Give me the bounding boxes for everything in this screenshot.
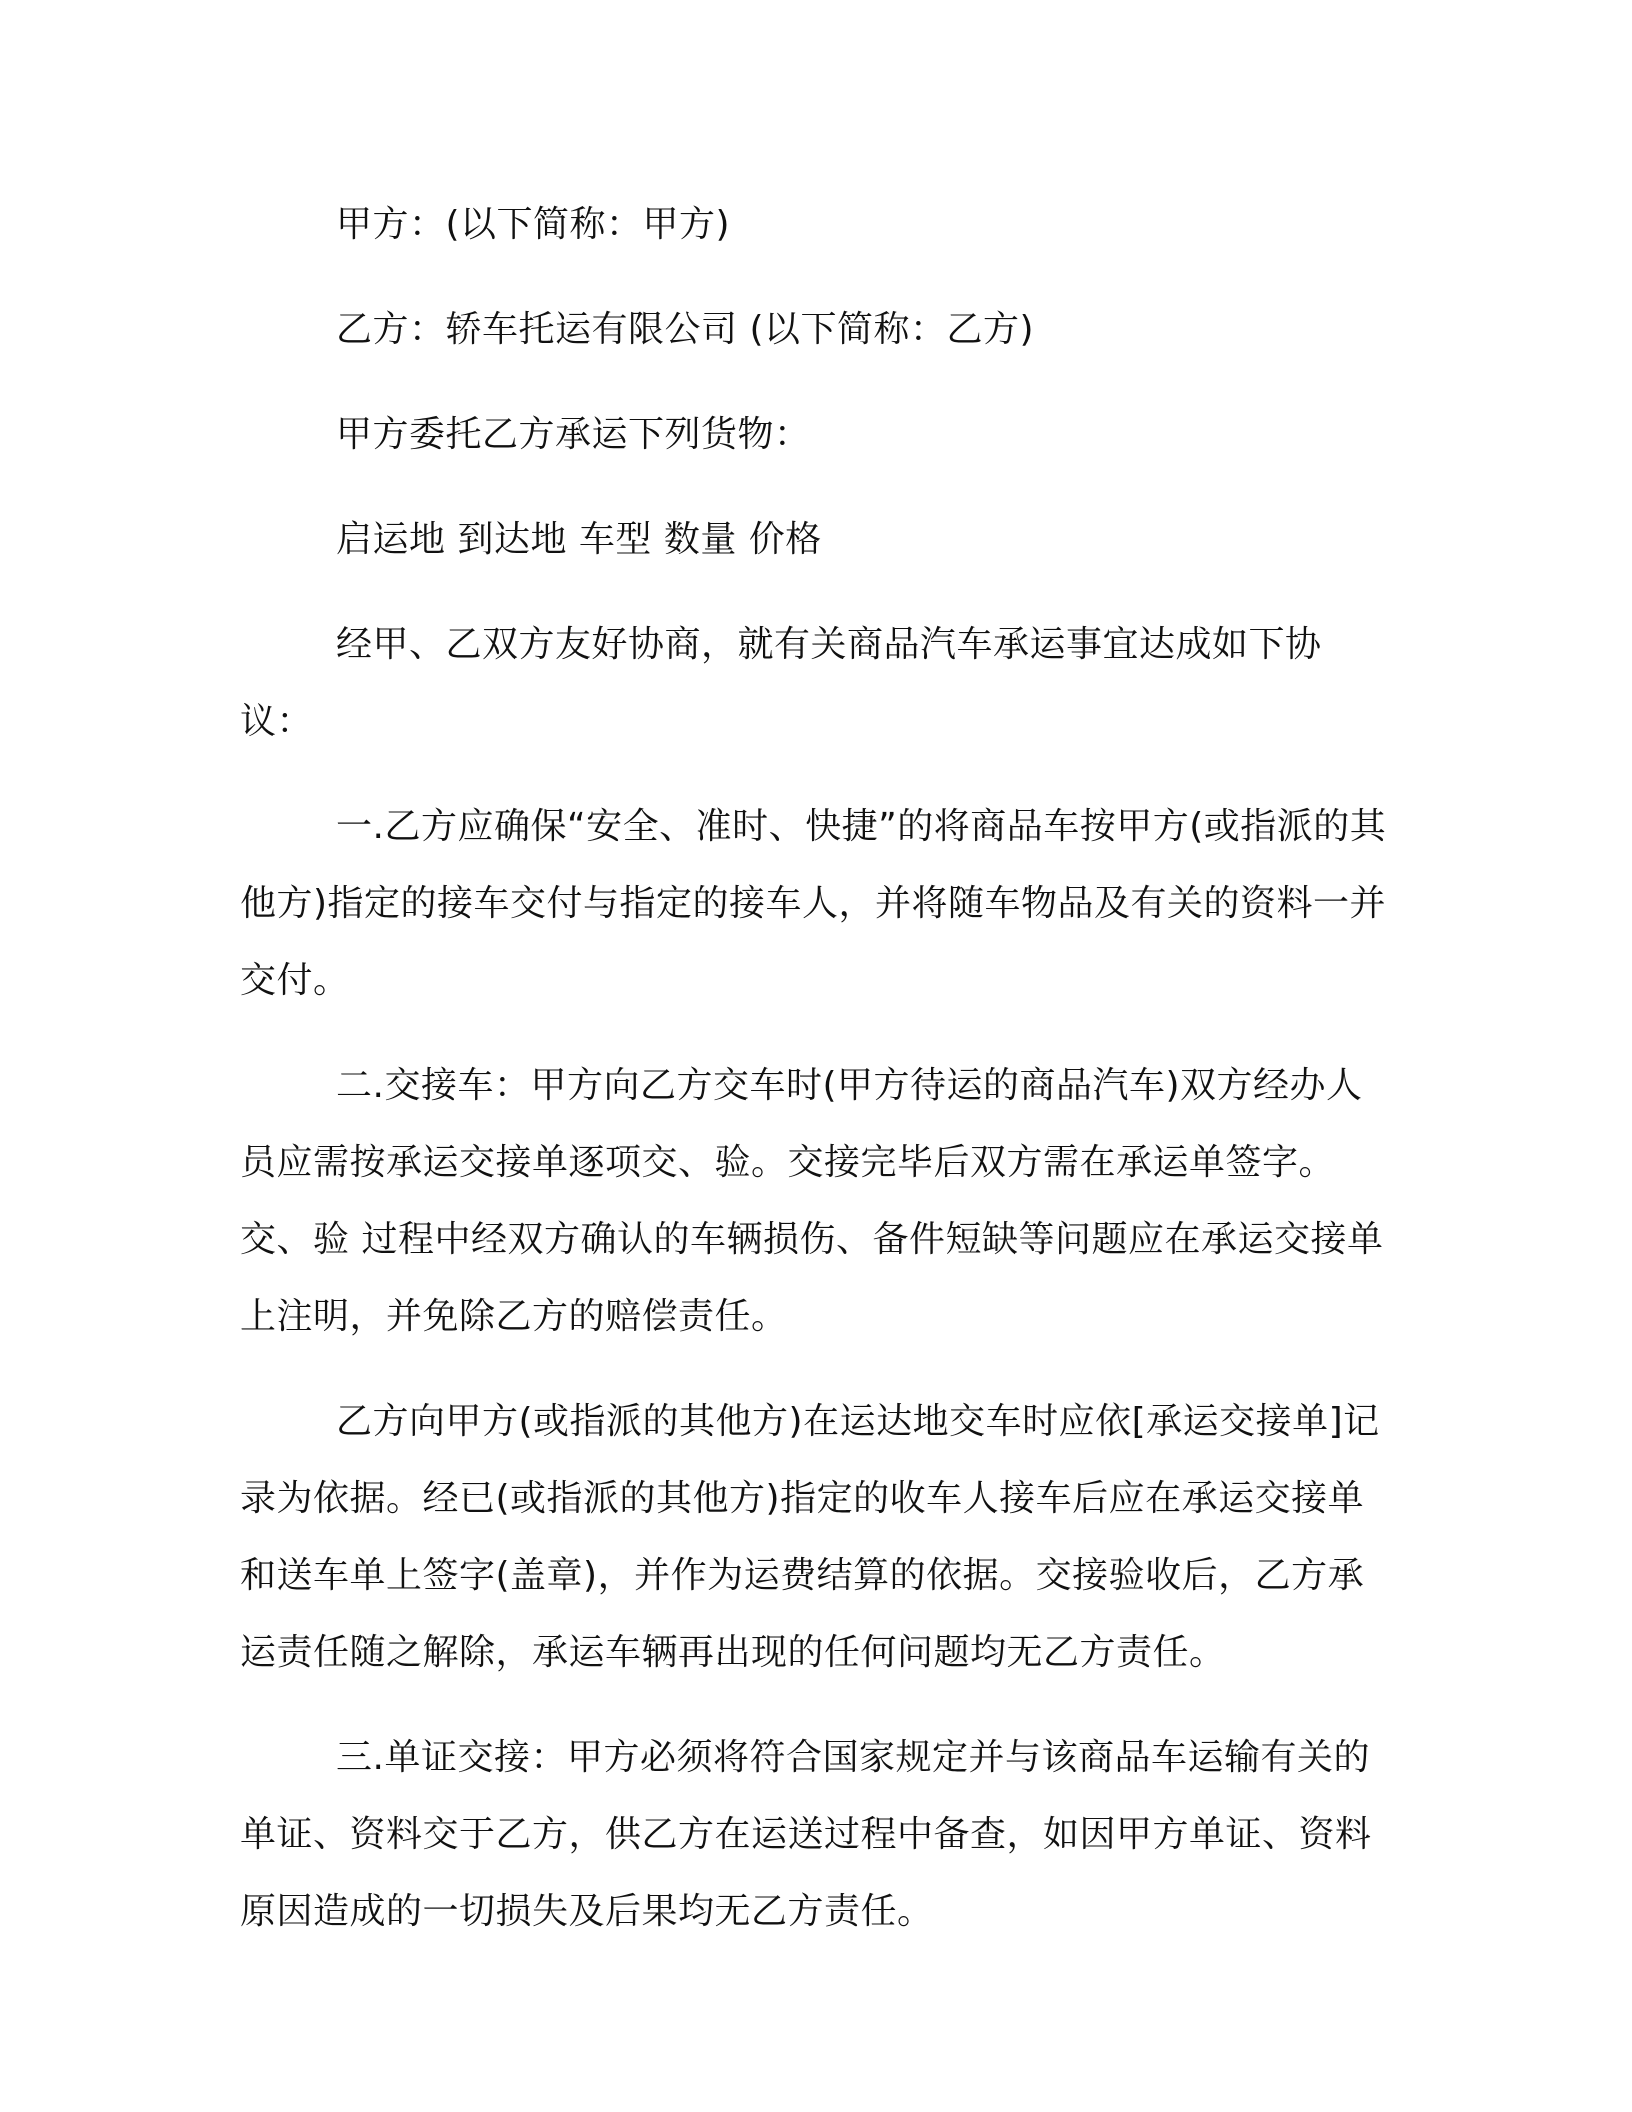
party-a-line: 甲方：(以下简称：甲方) bbox=[336, 204, 731, 245]
goods-header-line: 启运地 到达地 车型 数量 价格 bbox=[336, 519, 822, 560]
party-b-line: 乙方：轿车托运有限公司 (以下简称：乙方) bbox=[336, 309, 1035, 350]
clause-1: 一.乙方应确保“安全、准时、快捷”的将商品车按甲方(或指派的其他方)指定的接车交付与指定的接车人，并将随车物品及有关的资料一并交付。 bbox=[240, 806, 1387, 1001]
clause-2: 二.交接车：甲方向乙方交车时(甲方待运的商品汽车)双方经办人员应需按承运交接单逐项交、验。交接完毕后双方需在承运单签字。交、验 过程中经双方确认的车辆损伤、备件短缺等问题应在承运交接单上注明，并免除乙方的赔偿责任。 bbox=[240, 1065, 1384, 1337]
clause-2-continued: 乙方向甲方(或指派的其他方)在运达地交车时应依[承运交接单]记录为依据。经已(或指派的其他方)指定的收车人接车后应在承运交接单和送车单上签字(盖章)，并作为运费结算的依据。交接验收后，乙方承运责任随之解除，承运车辆再出现的任何问题均无乙方责任。 bbox=[240, 1401, 1380, 1673]
commission-line: 甲方委托乙方承运下列货物： bbox=[336, 414, 811, 455]
clause-3: 三.单证交接：甲方必须将符合国家规定并与该商品车运输有关的单证、资料交于乙方，供乙方在运送过程中备查，如因甲方单证、资料原因造成的一切损失及后果均无乙方责任。 bbox=[240, 1737, 1372, 1932]
agreement-intro: 经甲、乙双方友好协商，就有关商品汽车承运事宜达成如下协议： bbox=[240, 624, 1322, 742]
document-body bbox=[240, 186, 1390, 1950]
